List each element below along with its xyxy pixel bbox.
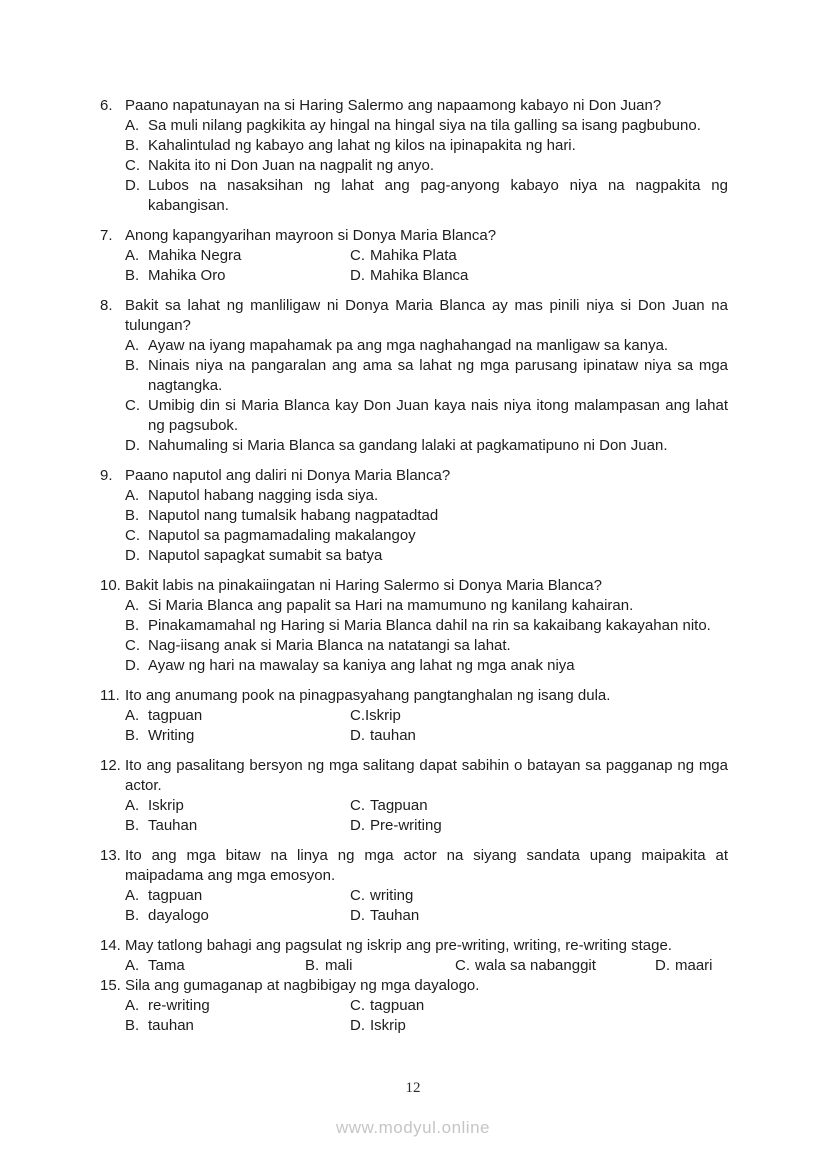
option-item	[125, 266, 350, 286]
option-letter: C.	[455, 957, 470, 974]
option-item	[350, 266, 728, 286]
question-line	[100, 576, 728, 596]
question-number: 7.	[100, 227, 113, 244]
option-letter: A.	[125, 117, 140, 134]
option-text: Iskrip	[365, 707, 401, 724]
option-item	[125, 246, 350, 266]
question-number: 8.	[100, 297, 113, 314]
option-text: Tama	[148, 957, 185, 974]
option-letter: D.	[350, 907, 365, 924]
question-text: Paano naputol ang daliri ni Donya Maria Blanca?	[125, 467, 451, 484]
option-letter: A.	[125, 887, 140, 904]
option-letter: A.	[125, 597, 140, 614]
question-text: Anong kapangyarihan mayroon si Donya Maria Blanca?	[125, 227, 497, 244]
question-text: Ito ang pasalitang bersyon ng mga salitang dapat sabihin o batayan sa pagganap ng mga actor.	[125, 757, 728, 794]
option-item	[350, 906, 728, 926]
option-item	[455, 956, 655, 976]
option-letter: B.	[125, 507, 140, 524]
question-number: 11.	[100, 687, 120, 704]
option-letter: B.	[125, 617, 140, 634]
question-item-14	[100, 936, 728, 976]
options-grid	[125, 246, 728, 286]
option-row	[125, 356, 728, 396]
option-text: Naputol sa pagmamadaling makalangoy	[148, 527, 416, 544]
option-letter: B.	[125, 1017, 140, 1034]
question-item-8	[100, 296, 728, 456]
option-text: Kahalintulad ng kabayo ang lahat ng kilos na ipinapakita ng hari.	[148, 137, 576, 154]
option-text: Tauhan	[148, 817, 198, 834]
option-letter: C.	[350, 797, 365, 814]
question-number: 13.	[100, 847, 121, 864]
option-row	[125, 596, 728, 616]
option-item	[125, 726, 350, 746]
option-row	[125, 506, 728, 526]
option-item	[350, 706, 728, 726]
option-letter: C.	[350, 887, 365, 904]
option-letter: B.	[125, 267, 140, 284]
option-row	[125, 156, 728, 176]
option-letter: C.	[125, 637, 140, 654]
option-row	[125, 616, 728, 636]
option-item	[350, 796, 728, 816]
options-grid	[125, 996, 728, 1036]
option-letter: B.	[125, 817, 140, 834]
option-row	[125, 336, 728, 356]
options-list	[125, 486, 728, 566]
option-item	[305, 956, 455, 976]
question-text: Bakit sa lahat ng manliligaw ni Donya Maria Blanca ay mas pinili niya si Don Juan na tulungan?	[125, 297, 728, 334]
option-text: Mahika Oro	[148, 267, 226, 284]
question-text: May tatlong bahagi ang pagsulat ng iskrip ang pre-writing, writing, re-writing stage.	[125, 937, 672, 954]
option-row	[125, 396, 728, 436]
option-text: Mahika Blanca	[370, 267, 469, 284]
question-line	[100, 686, 728, 706]
option-letter: D.	[350, 1017, 365, 1034]
option-text: Nag-iisang anak si Maria Blanca na natatangi sa lahat.	[148, 637, 511, 654]
option-text: maari	[675, 957, 713, 974]
option-item	[350, 816, 728, 836]
question-number: 15.	[100, 977, 121, 994]
option-item	[655, 956, 713, 976]
question-text: Ito ang mga bitaw na linya ng mga actor na siyang sandata upang maipakita at maipadama ang mga emosyon.	[125, 847, 728, 884]
option-letter: C.	[125, 397, 140, 414]
options-grid	[125, 886, 728, 926]
option-letter: C.	[350, 707, 365, 724]
options-list	[125, 336, 728, 456]
question-item-15	[100, 976, 728, 1036]
question-item-6	[100, 96, 728, 216]
option-text: Lubos na nasaksihan ng lahat ang pag-anyong kabayo niya na nagpakita ng kabangisan.	[148, 177, 728, 214]
option-text: Ayaw ng hari na mawalay sa kaniya ang lahat ng mga anak niya	[148, 657, 575, 674]
option-item	[350, 886, 728, 906]
option-text: Writing	[148, 727, 195, 744]
question-line	[100, 226, 728, 246]
option-item	[350, 726, 728, 746]
option-row	[125, 636, 728, 656]
option-letter: D.	[125, 177, 140, 194]
question-line	[100, 466, 728, 486]
option-row	[125, 136, 728, 156]
option-text: tagpuan	[148, 707, 203, 724]
option-text: Pinakamamahal ng Haring si Maria Blanca dahil na rin sa kakaibang kakayahan nito.	[148, 617, 711, 634]
option-letter: A.	[125, 247, 140, 264]
question-text: Paano napatunayan na si Haring Salermo ang napaamong kabayo ni Don Juan?	[125, 97, 662, 114]
option-text: Nahumaling si Maria Blanca sa gandang lalaki at pagkamatipuno ni Don Juan.	[148, 437, 668, 454]
option-item	[125, 996, 350, 1016]
option-text: Nakita ito ni Don Juan na nagpalit ng anyo.	[148, 157, 435, 174]
option-item	[350, 996, 728, 1016]
question-item-12	[100, 756, 728, 836]
option-text: Tauhan	[370, 907, 420, 924]
option-item	[125, 956, 305, 976]
option-text: Iskrip	[370, 1017, 406, 1034]
option-text: re-writing	[148, 997, 210, 1014]
option-text: dayalogo	[148, 907, 209, 924]
option-letter: A.	[125, 487, 140, 504]
question-item-10	[100, 576, 728, 676]
option-letter: B.	[125, 907, 140, 924]
option-row	[125, 486, 728, 506]
option-item	[350, 1016, 728, 1036]
question-line	[100, 756, 728, 796]
question-item-9	[100, 466, 728, 566]
option-text: tauhan	[148, 1017, 194, 1034]
option-letter: C.	[350, 997, 365, 1014]
document-page	[100, 96, 728, 1046]
option-text: tauhan	[370, 727, 416, 744]
options-row	[125, 956, 728, 976]
question-line	[100, 846, 728, 886]
option-item	[350, 246, 728, 266]
option-item	[125, 906, 350, 926]
question-number: 10.	[100, 577, 121, 594]
option-letter: A.	[125, 957, 140, 974]
option-letter: D.	[125, 547, 140, 564]
question-number: 9.	[100, 467, 113, 484]
option-text: writing	[370, 887, 414, 904]
option-item	[125, 886, 350, 906]
option-letter: A.	[125, 337, 140, 354]
options-list	[125, 596, 728, 676]
option-letter: D.	[125, 657, 140, 674]
option-text: wala sa nabanggit	[475, 957, 596, 974]
option-letter: B.	[125, 137, 140, 154]
option-text: tagpuan	[370, 997, 425, 1014]
option-text: Naputol nang tumalsik habang nagpatadtad	[148, 507, 439, 524]
option-text: Mahika Negra	[148, 247, 242, 264]
question-line	[100, 296, 728, 336]
question-item-11	[100, 686, 728, 746]
option-text: Pre-writing	[370, 817, 442, 834]
options-grid	[125, 796, 728, 836]
options-grid	[125, 706, 728, 746]
option-letter: D.	[350, 267, 365, 284]
option-letter: D.	[655, 957, 670, 974]
option-letter: A.	[125, 797, 140, 814]
question-number: 6.	[100, 97, 113, 114]
option-text: mali	[325, 957, 353, 974]
option-item	[125, 706, 350, 726]
question-line	[100, 96, 728, 116]
option-text: Umibig din si Maria Blanca kay Don Juan kaya nais niya itong malampasan ang lahat ng pagsubok.	[148, 397, 728, 434]
option-text: Iskrip	[148, 797, 184, 814]
option-letter: C.	[125, 527, 140, 544]
question-text: Bakit labis na pinakaiingatan ni Haring Salermo si Donya Maria Blanca?	[125, 577, 602, 594]
option-item	[125, 1016, 350, 1036]
question-item-7	[100, 226, 728, 286]
option-letter: D.	[350, 727, 365, 744]
option-text: Ayaw na iyang mapahamak pa ang mga naghahangad na manligaw sa kanya.	[148, 337, 669, 354]
option-row	[125, 116, 728, 136]
question-text: Ito ang anumang pook na pinagpasyahang pangtanghalan ng isang dula.	[125, 687, 611, 704]
option-letter: D.	[350, 817, 365, 834]
question-line	[100, 976, 728, 996]
option-text: Naputol habang nagging isda siya.	[148, 487, 379, 504]
option-letter: A.	[125, 707, 140, 724]
question-item-13	[100, 846, 728, 926]
option-row	[125, 526, 728, 546]
question-text: Sila ang gumaganap at nagbibigay ng mga dayalogo.	[125, 977, 480, 994]
option-letter: B.	[125, 727, 140, 744]
option-text: tagpuan	[148, 887, 203, 904]
option-letter: B.	[125, 357, 140, 374]
option-row	[125, 436, 728, 456]
option-letter: C.	[350, 247, 365, 264]
option-row	[125, 546, 728, 566]
option-row	[125, 656, 728, 676]
option-row	[125, 176, 728, 216]
page-number: 12	[405, 1080, 421, 1096]
options-list	[125, 116, 728, 216]
option-text: Ninais niya na pangaralan ang ama sa lahat ng mga parusang ipinataw niya sa mga nagtangka.	[148, 357, 728, 394]
option-item	[125, 816, 350, 836]
option-text: Tagpuan	[370, 797, 428, 814]
option-text: Naputol sapagkat sumabit sa batya	[148, 547, 383, 564]
option-letter: A.	[125, 997, 140, 1014]
option-item	[125, 796, 350, 816]
option-letter: D.	[125, 437, 140, 454]
option-text: Sa muli nilang pagkikita ay hingal na hingal siya na tila galling sa isang pagbubuno.	[148, 117, 701, 134]
option-text: Mahika Plata	[370, 247, 457, 264]
option-letter: C.	[125, 157, 140, 174]
watermark: www.modyul.online	[335, 1118, 490, 1137]
option-text: Si Maria Blanca ang papalit sa Hari na mamumuno ng kanilang kahairan.	[148, 597, 634, 614]
question-number: 12.	[100, 757, 121, 774]
option-letter: B.	[305, 957, 320, 974]
question-line	[100, 936, 728, 956]
question-number: 14.	[100, 937, 121, 954]
